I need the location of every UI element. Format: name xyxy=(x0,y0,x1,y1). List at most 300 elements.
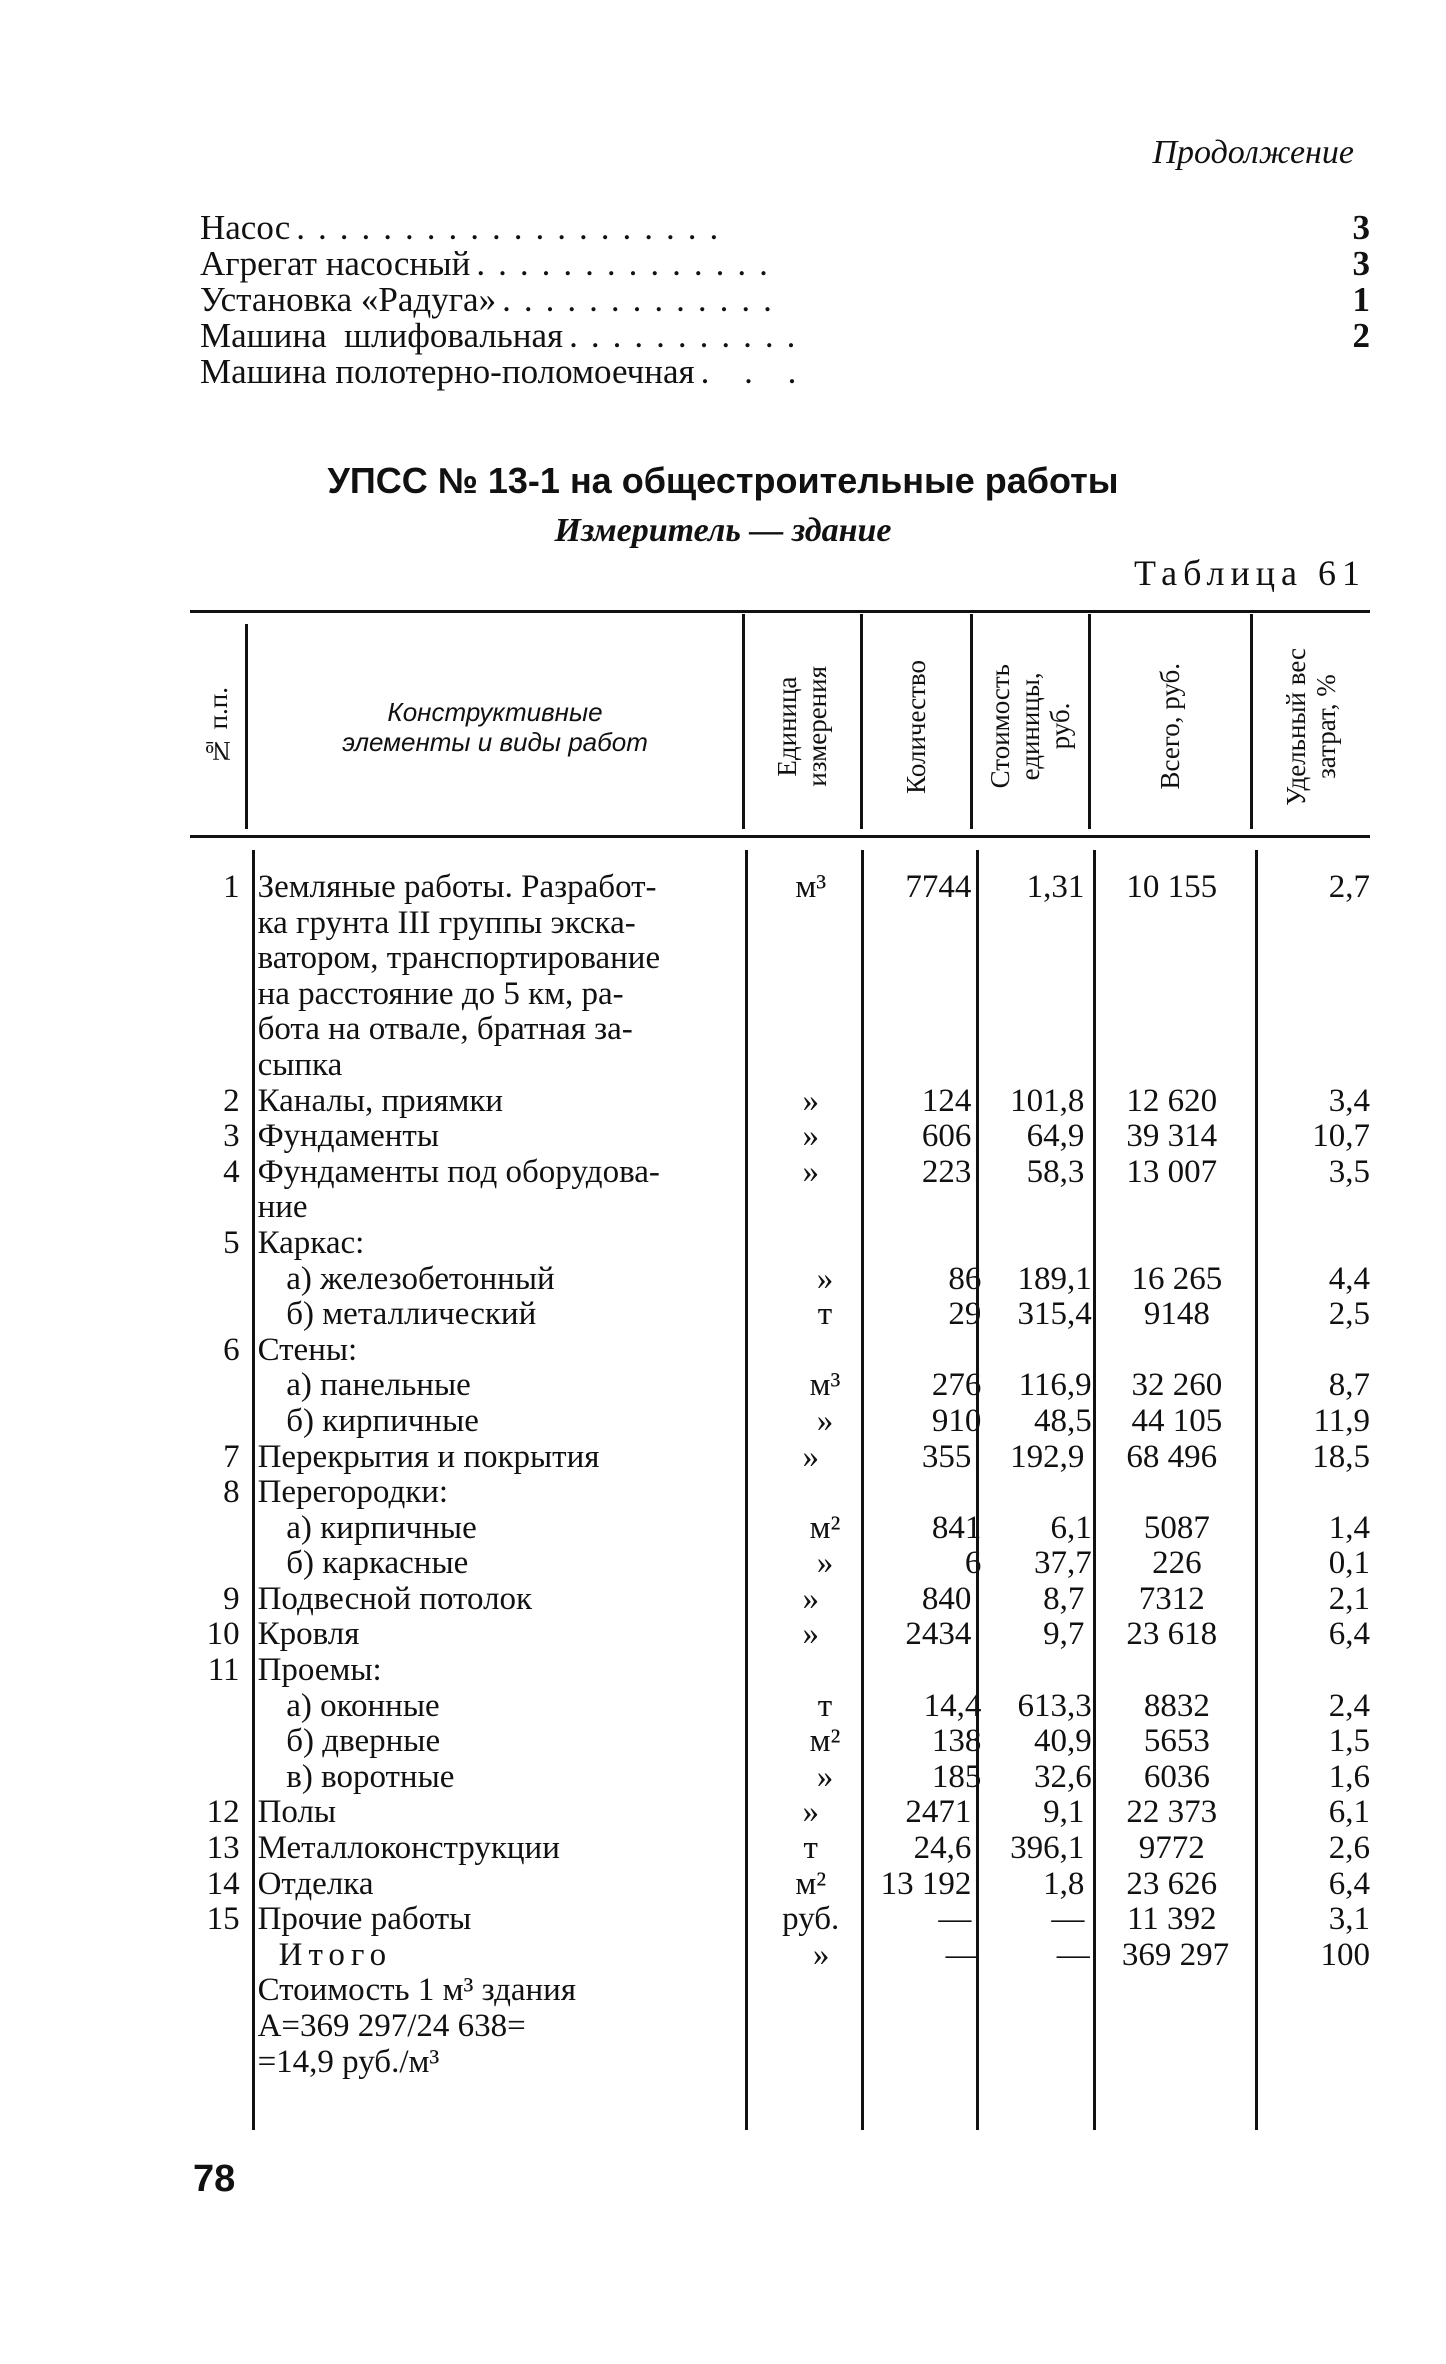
cell-total xyxy=(1092,1048,1251,1084)
cell-qty xyxy=(868,1226,979,1262)
table-row xyxy=(190,1867,1370,1903)
cell-qty: 124 xyxy=(921,1082,972,1119)
continuation-label: Продолжение xyxy=(1152,134,1354,171)
cell-name: =14,9 руб./м³ xyxy=(257,2043,440,2080)
cell-price: 396,1 xyxy=(1010,1830,1085,1867)
leader-dots: . . . xyxy=(700,354,810,390)
cell-qty: 841 xyxy=(931,1509,982,1546)
cell-num: 4 xyxy=(223,1153,240,1190)
cell-name: Металлоконструкции xyxy=(257,1830,560,1867)
cell-unit xyxy=(753,1012,868,1048)
cell-num xyxy=(190,2045,240,2081)
table-row xyxy=(190,1760,1370,1796)
cell-total: 5653 xyxy=(1143,1723,1210,1760)
cell-share xyxy=(1251,1973,1370,2009)
cell-unit: м³ xyxy=(795,869,827,905)
table-row xyxy=(190,2045,1370,2081)
cell-share: 100 xyxy=(1320,1936,1370,1973)
header-divider xyxy=(970,614,973,829)
table-row xyxy=(190,1048,1370,1084)
cell-total: 5087 xyxy=(1143,1509,1210,1546)
cell-price xyxy=(979,1333,1092,1369)
cell-unit xyxy=(753,1048,868,1084)
cell-num: 10 xyxy=(206,1616,240,1653)
table-row xyxy=(190,1938,1370,1974)
cell-num: 6 xyxy=(223,1331,240,1368)
cell-name: на расстояние до 5 км, ра- xyxy=(257,975,624,1012)
cell-total: 22 373 xyxy=(1126,1794,1218,1831)
leader-dots: ........... xyxy=(569,318,809,354)
header-num: № п.п. xyxy=(202,686,233,767)
cell-name: ватором, транспортирование xyxy=(257,940,661,977)
cell-name: Кровля xyxy=(257,1616,360,1653)
header-name: Конструктивные элементы и виды работ xyxy=(342,696,648,757)
cell-unit: » xyxy=(802,1794,819,1831)
cell-price: — xyxy=(1056,1936,1090,1973)
table-row xyxy=(190,1012,1370,1048)
cell-total: 9772 xyxy=(1138,1830,1205,1867)
cell-share: 18,5 xyxy=(1312,1438,1370,1475)
cell-qty: 223 xyxy=(921,1153,972,1190)
cell-name: Каркас: xyxy=(257,1224,365,1261)
cell-num: 9 xyxy=(223,1580,240,1617)
cell-name: Полы xyxy=(257,1794,337,1831)
cell-share: 0,1 xyxy=(1328,1545,1370,1582)
cell-num: 3 xyxy=(223,1118,240,1155)
cell-share: 1,4 xyxy=(1328,1509,1370,1546)
cell-num: 2 xyxy=(223,1082,240,1119)
cell-qty xyxy=(868,2045,979,2081)
table-row xyxy=(190,1368,1370,1404)
equipment-count: 2 xyxy=(1352,316,1370,355)
cell-price: 58,3 xyxy=(1026,1153,1085,1190)
cell-qty xyxy=(868,1190,979,1226)
cell-qty xyxy=(868,1653,979,1689)
table-row xyxy=(190,1511,1370,1547)
cell-name: бота на отвале, братная за- xyxy=(257,1011,633,1048)
header-divider xyxy=(1250,614,1253,829)
cell-share: 2,7 xyxy=(1328,869,1370,905)
cell-share: 6,1 xyxy=(1328,1794,1370,1831)
cell-total: 369 297 xyxy=(1121,1936,1230,1973)
cell-price: 48,5 xyxy=(1033,1402,1092,1439)
cell-qty: 606 xyxy=(921,1118,972,1155)
table-row xyxy=(190,1333,1370,1369)
cell-unit: м² xyxy=(809,1723,841,1760)
cell-qty xyxy=(868,977,979,1013)
cell-name: а) кирпичные xyxy=(286,1509,477,1546)
cell-price xyxy=(979,977,1092,1013)
cell-num xyxy=(190,1511,238,1547)
cell-unit: м³ xyxy=(809,1367,841,1404)
table-row xyxy=(190,1973,1370,2009)
cell-unit: т xyxy=(817,1296,833,1333)
equipment-item xyxy=(200,246,1370,282)
equipment-name: Насос xyxy=(200,208,291,247)
cell-qty: 138 xyxy=(931,1723,982,1760)
equipment-item xyxy=(200,282,1370,318)
cell-unit xyxy=(753,977,868,1013)
cell-num xyxy=(190,1689,238,1725)
cell-name: Перегородки: xyxy=(257,1474,449,1511)
cell-price xyxy=(979,2045,1092,2081)
cell-unit: » xyxy=(802,1118,819,1155)
cell-qty xyxy=(868,1973,979,2009)
equipment-name: Агрегат насосный xyxy=(200,244,471,283)
cell-share xyxy=(1251,1333,1370,1369)
cell-unit xyxy=(753,2009,868,2045)
cell-name: б) дверные xyxy=(286,1723,441,1760)
cell-share xyxy=(1251,1226,1370,1262)
cell-qty xyxy=(868,906,979,942)
cell-total: 10 155 xyxy=(1126,869,1218,905)
table-row xyxy=(190,1119,1370,1155)
equipment-count: 3 xyxy=(1352,208,1370,247)
cell-share: 2,1 xyxy=(1328,1580,1370,1617)
header-divider xyxy=(742,614,745,829)
cell-total: 39 314 xyxy=(1126,1118,1218,1155)
cell-share xyxy=(1251,2009,1370,2045)
cell-name: Фундаменты xyxy=(257,1118,440,1155)
cell-num xyxy=(190,977,240,1013)
table-row xyxy=(190,1831,1370,1867)
cell-price: 116,9 xyxy=(1018,1367,1092,1404)
cell-qty xyxy=(868,1333,979,1369)
cell-qty xyxy=(868,1048,979,1084)
cell-price: — xyxy=(1051,1901,1085,1938)
cell-share: 11,9 xyxy=(1313,1402,1370,1439)
cell-share: 1,6 xyxy=(1328,1758,1370,1795)
cell-qty: 13 192 xyxy=(880,1865,972,1902)
cell-total: 23 618 xyxy=(1126,1616,1218,1653)
cell-name: Фундаменты под оборудова- xyxy=(257,1153,660,1190)
table-row xyxy=(190,1475,1370,1511)
cell-qty xyxy=(868,2009,979,2045)
cell-num: 5 xyxy=(223,1224,240,1261)
cell-unit: » xyxy=(802,1580,819,1617)
table-row xyxy=(190,1653,1370,1689)
cell-share: 2,5 xyxy=(1328,1296,1370,1333)
cell-total: 6036 xyxy=(1143,1758,1210,1795)
equipment-item xyxy=(200,210,1370,246)
cell-unit: » xyxy=(802,1153,819,1190)
cell-share xyxy=(1251,2045,1370,2081)
header-divider xyxy=(1088,614,1091,829)
cell-price: 37,7 xyxy=(1033,1545,1092,1582)
cell-price: 189,1 xyxy=(1017,1260,1092,1297)
cell-unit: т xyxy=(817,1687,833,1724)
cell-name: а) оконные xyxy=(286,1687,440,1724)
header-qty: Количество xyxy=(901,659,931,794)
cell-total xyxy=(1092,1653,1251,1689)
cell-qty: 840 xyxy=(921,1580,972,1617)
cell-price: 64,9 xyxy=(1026,1118,1085,1155)
cell-unit xyxy=(753,1973,868,2009)
cell-qty: 7744 xyxy=(905,869,972,905)
cell-unit: » xyxy=(816,1545,834,1582)
cell-name: Стоимость 1 м³ здания xyxy=(257,1972,577,2009)
equipment-item xyxy=(200,318,1370,354)
cell-qty: 2471 xyxy=(905,1794,972,1831)
table-row xyxy=(190,2009,1370,2045)
cell-price: 32,6 xyxy=(1033,1758,1092,1795)
cell-unit: » xyxy=(802,1082,819,1119)
table-row xyxy=(190,1084,1370,1120)
cell-share xyxy=(1251,941,1370,977)
equipment-count: 1 xyxy=(1352,280,1370,319)
cell-total: 68 496 xyxy=(1126,1438,1218,1475)
cell-price xyxy=(979,2009,1092,2045)
cell-total: 226 xyxy=(1152,1545,1202,1582)
header-total: Всего, руб. xyxy=(1155,663,1185,790)
cell-price: 1,31 xyxy=(1026,869,1085,905)
cell-share: 1,5 xyxy=(1328,1723,1370,1760)
cell-total xyxy=(1092,941,1251,977)
cell-total: 11 392 xyxy=(1126,1901,1217,1938)
equipment-name: Машина полотерно-поломоечная xyxy=(200,352,695,391)
cell-price xyxy=(979,1653,1092,1689)
cell-name: б) металлический xyxy=(286,1296,537,1333)
table-row xyxy=(190,1404,1370,1440)
cell-total xyxy=(1092,1333,1251,1369)
table-row xyxy=(190,906,1370,942)
cell-share: 4,4 xyxy=(1328,1260,1370,1297)
cell-share xyxy=(1251,977,1370,1013)
cell-total: 12 620 xyxy=(1126,1082,1218,1119)
cell-share xyxy=(1251,1475,1370,1511)
cell-unit: » xyxy=(816,1758,834,1795)
table-row xyxy=(190,1689,1370,1725)
cell-unit: » xyxy=(802,1616,819,1653)
table-body xyxy=(190,870,1370,2080)
cell-price: 192,9 xyxy=(1010,1438,1085,1475)
cell-num xyxy=(190,1546,238,1582)
cell-price xyxy=(979,1048,1092,1084)
cell-total xyxy=(1092,1226,1251,1262)
cell-price xyxy=(979,1012,1092,1048)
cell-qty: 14,4 xyxy=(923,1687,982,1724)
cell-qty: 24,6 xyxy=(913,1830,972,1867)
cell-unit: » xyxy=(816,1260,834,1297)
cell-name: Стены: xyxy=(257,1331,358,1368)
cell-name: Земляные работы. Разработ- xyxy=(257,869,657,905)
cell-qty xyxy=(868,1475,979,1511)
cell-share: 8,7 xyxy=(1328,1367,1370,1404)
cell-total xyxy=(1092,906,1251,942)
cell-unit xyxy=(753,941,868,977)
cell-price xyxy=(979,906,1092,942)
cell-num: 7 xyxy=(223,1438,240,1475)
cell-num: 1 xyxy=(223,869,240,905)
cell-share: 10,7 xyxy=(1312,1118,1370,1155)
cell-unit xyxy=(753,1475,868,1511)
cell-price: 613,3 xyxy=(1017,1687,1092,1724)
cell-share: 3,4 xyxy=(1328,1082,1370,1119)
cell-qty: 355 xyxy=(921,1438,972,1475)
table-row xyxy=(190,1902,1370,1938)
cell-qty xyxy=(868,941,979,977)
cell-qty: 6 xyxy=(964,1545,982,1582)
cell-num xyxy=(190,1973,240,2009)
cell-name: ка грунта III группы экска- xyxy=(257,904,636,941)
equipment-name: Установка «Радуга» xyxy=(200,280,497,319)
cell-total: 13 007 xyxy=(1126,1153,1218,1190)
cell-name: б) каркасные xyxy=(286,1545,469,1582)
cell-qty: — xyxy=(938,1901,972,1938)
leader-dots: .............. xyxy=(476,246,781,282)
cell-name: в) воротные xyxy=(286,1758,455,1795)
cell-price: 1,8 xyxy=(1043,1865,1085,1902)
cell-total: 7312 xyxy=(1138,1580,1205,1617)
cell-num: 12 xyxy=(206,1794,240,1831)
table-label: Таблица 61 xyxy=(1134,553,1366,593)
cell-name: Подвесной потолок xyxy=(257,1580,533,1617)
cell-name: Перекрытия и покрытия xyxy=(257,1438,600,1475)
cell-qty: 276 xyxy=(931,1367,982,1404)
table-row xyxy=(190,1262,1370,1298)
cell-num: 8 xyxy=(223,1474,240,1511)
cell-price: 101,8 xyxy=(1010,1082,1085,1119)
cell-total: 23 626 xyxy=(1126,1865,1218,1902)
cell-qty: 2434 xyxy=(905,1616,972,1653)
equipment-list xyxy=(200,210,1370,390)
cell-unit: м² xyxy=(809,1509,841,1546)
equipment-name: Машина шлифовальная xyxy=(200,316,564,355)
page-number: 78 xyxy=(193,2158,236,2200)
cell-price: 6,1 xyxy=(1050,1509,1092,1546)
table-title: УПСС № 13-1 на общестроительные работы xyxy=(327,460,1119,501)
header-share: Удельный вес затрат, % xyxy=(1281,647,1341,806)
cell-share: 3,1 xyxy=(1328,1901,1370,1938)
cell-name: Проемы: xyxy=(257,1652,382,1689)
cell-share xyxy=(1251,906,1370,942)
cell-num xyxy=(190,1190,240,1226)
table-row xyxy=(190,1724,1370,1760)
cell-total: 16 265 xyxy=(1131,1260,1223,1297)
cell-share xyxy=(1251,1012,1370,1048)
table-row xyxy=(190,1795,1370,1831)
cell-share: 2,6 xyxy=(1328,1830,1370,1867)
header-price: Стоимость единицы, руб. xyxy=(985,664,1075,789)
cell-name: А=369 297/24 638= xyxy=(257,2008,526,2044)
cell-total: 9148 xyxy=(1143,1296,1210,1333)
header-unit: Единица измерения xyxy=(772,666,832,787)
cell-total xyxy=(1092,1012,1251,1048)
cell-name: Итого xyxy=(278,1936,393,1973)
cell-name: б) кирпичные xyxy=(286,1402,479,1439)
cell-qty: 185 xyxy=(931,1758,982,1795)
cell-unit: м² xyxy=(795,1865,827,1902)
cell-price xyxy=(979,1973,1092,2009)
cell-num: 11 xyxy=(207,1652,240,1689)
cell-price xyxy=(979,941,1092,977)
cell-num xyxy=(190,1368,238,1404)
cell-num xyxy=(190,1048,240,1084)
cell-unit xyxy=(753,1333,868,1369)
cell-qty: 29 xyxy=(948,1296,982,1333)
cell-total xyxy=(1092,977,1251,1013)
cell-total xyxy=(1092,1475,1251,1511)
cell-qty: 910 xyxy=(931,1402,982,1439)
cell-num: 15 xyxy=(206,1901,240,1938)
cell-unit: » xyxy=(812,1936,830,1973)
cell-total xyxy=(1092,2009,1251,2045)
cell-price: 9,1 xyxy=(1043,1794,1085,1831)
table-row xyxy=(190,870,1370,906)
table-top-rule xyxy=(190,610,1370,613)
cell-num xyxy=(190,1297,238,1333)
cell-name: а) панельные xyxy=(286,1367,471,1404)
cell-name: Отделка xyxy=(257,1865,374,1902)
cell-price xyxy=(979,1475,1092,1511)
cell-total: 44 105 xyxy=(1131,1402,1223,1439)
cell-share: 6,4 xyxy=(1328,1616,1370,1653)
cell-qty: — xyxy=(945,1936,979,1973)
cell-price xyxy=(979,1226,1092,1262)
cell-price xyxy=(979,1190,1092,1226)
cell-name: ние xyxy=(257,1189,308,1226)
cell-num xyxy=(190,1012,240,1048)
cell-name: Каналы, приямки xyxy=(257,1082,504,1119)
cell-num xyxy=(190,941,240,977)
cell-share xyxy=(1251,1653,1370,1689)
cell-name: Прочие работы xyxy=(257,1901,472,1938)
cell-num xyxy=(190,1938,239,1974)
cell-total: 8832 xyxy=(1143,1687,1210,1724)
table-row xyxy=(190,1226,1370,1262)
cell-unit xyxy=(753,1190,868,1226)
cell-num xyxy=(190,1262,238,1298)
cell-num: 14 xyxy=(206,1865,240,1902)
cell-num xyxy=(190,1760,238,1796)
cell-total xyxy=(1092,2045,1251,2081)
cell-num xyxy=(190,2009,240,2045)
cell-share: 2,4 xyxy=(1328,1687,1370,1724)
header-divider xyxy=(245,624,248,829)
cell-price: 8,7 xyxy=(1043,1580,1085,1617)
cell-share xyxy=(1251,1048,1370,1084)
table-row xyxy=(190,1617,1370,1653)
cell-qty xyxy=(868,1012,979,1048)
cell-qty: 86 xyxy=(948,1260,982,1297)
table-row xyxy=(190,1297,1370,1333)
cell-num: 13 xyxy=(206,1830,240,1867)
cell-unit xyxy=(753,1653,868,1689)
cell-num xyxy=(190,906,240,942)
cell-price: 40,9 xyxy=(1033,1723,1092,1760)
cell-share: 6,4 xyxy=(1328,1865,1370,1902)
table-row xyxy=(190,1155,1370,1191)
cell-unit: т xyxy=(803,1830,818,1867)
table-row xyxy=(190,1546,1370,1582)
cell-name: сыпка xyxy=(257,1046,343,1083)
cell-total xyxy=(1092,1190,1251,1226)
cell-price: 9,7 xyxy=(1043,1616,1085,1653)
cell-name: а) железобетонный xyxy=(286,1260,555,1297)
cell-unit xyxy=(753,906,868,942)
cell-unit xyxy=(753,1226,868,1262)
cell-total xyxy=(1092,1973,1251,2009)
leader-dots: .................... xyxy=(296,210,732,246)
cell-num xyxy=(190,1404,238,1440)
cell-unit xyxy=(753,2045,868,2081)
cell-share xyxy=(1251,1190,1370,1226)
header-divider xyxy=(860,614,863,829)
cell-price: 315,4 xyxy=(1017,1296,1092,1333)
table-row xyxy=(190,941,1370,977)
leader-dots: ............. xyxy=(502,282,785,318)
table-row xyxy=(190,1190,1370,1226)
